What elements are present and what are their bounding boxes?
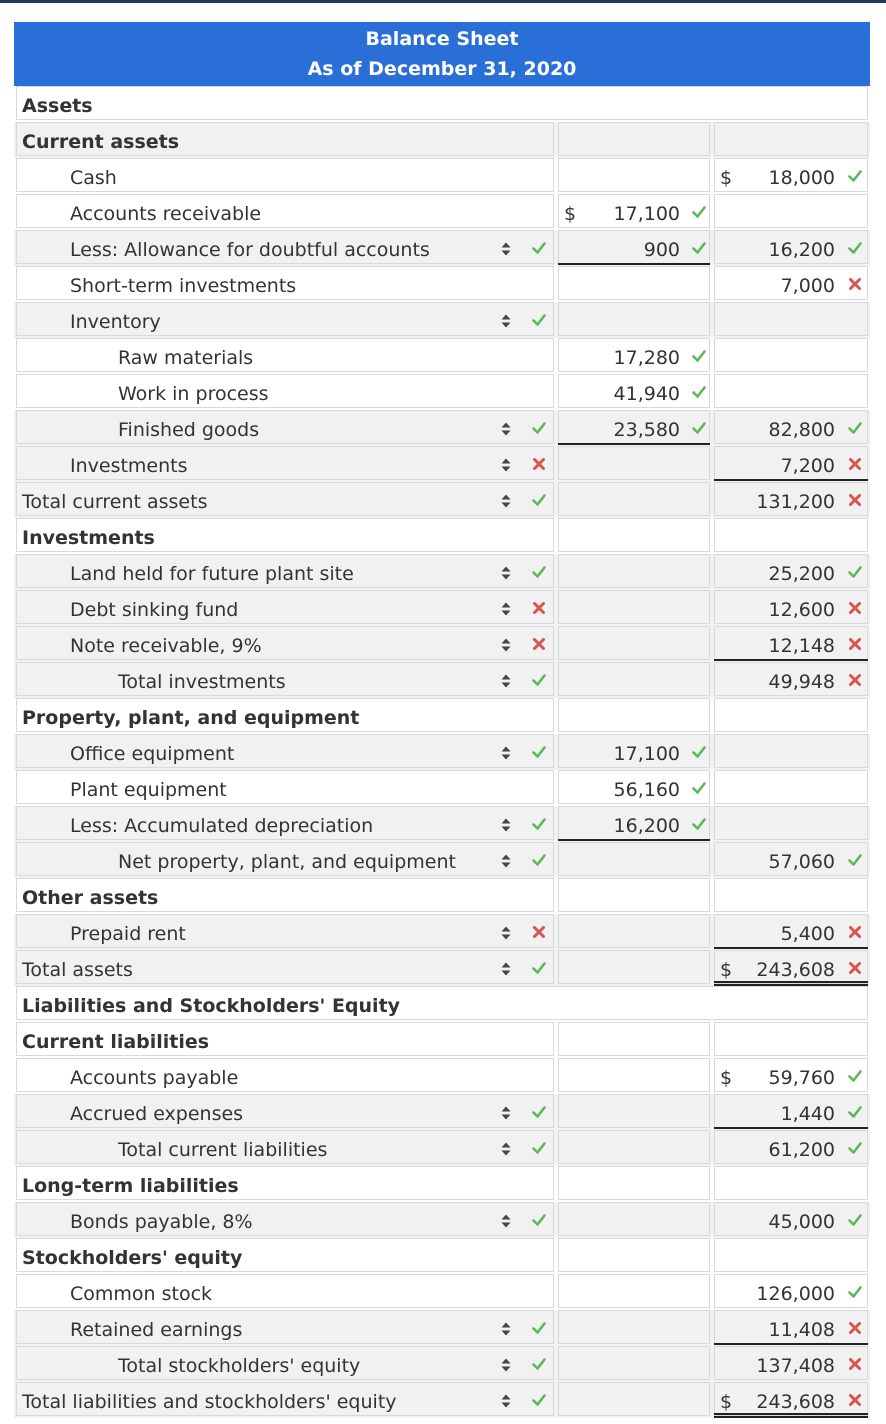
row-label: Total investments (118, 671, 286, 693)
amount-value: 23,580 (613, 419, 680, 441)
table-row (14, 266, 870, 302)
row-label: Note receivable, 9% (70, 635, 262, 657)
table-row (14, 302, 870, 338)
cross-icon (848, 601, 862, 615)
amount-value: 131,200 (756, 491, 835, 513)
cross-icon (532, 601, 546, 615)
amount-value: 17,280 (613, 347, 680, 369)
table-row (14, 806, 870, 842)
cross-icon (532, 925, 546, 939)
amount-value: 7,200 (780, 455, 835, 477)
amount-value: 49,948 (768, 671, 835, 693)
amount-cell-1[interactable] (558, 302, 710, 336)
check-icon (848, 853, 862, 867)
row-label: Current liabilities (22, 1031, 210, 1053)
amount-cell-2[interactable] (714, 770, 868, 804)
underline-rule (714, 1343, 868, 1345)
table-row (14, 1022, 870, 1058)
amount-cell-2[interactable] (714, 698, 868, 732)
cross-icon (848, 637, 862, 651)
check-icon (532, 1141, 546, 1155)
amount-cell-1[interactable] (558, 914, 710, 948)
amount-cell-1[interactable] (558, 1094, 710, 1128)
currency-symbol: $ (564, 203, 577, 225)
amount-cell-2[interactable] (714, 734, 868, 768)
amount-cell-1[interactable] (558, 698, 710, 732)
table-row (14, 698, 870, 734)
cell-border (16, 338, 554, 372)
check-icon (532, 1357, 546, 1371)
amount-cell-2[interactable] (714, 1166, 868, 1200)
row-label: Common stock (70, 1283, 213, 1305)
table-row (14, 950, 870, 986)
check-icon (848, 421, 862, 435)
cross-icon (848, 673, 862, 687)
dropdown-arrows-icon[interactable] (501, 1142, 511, 1156)
top-rule (0, 0, 886, 3)
cross-icon (532, 457, 546, 471)
row-label: Less: Accumulated depreciation (70, 815, 374, 837)
dropdown-arrows-icon[interactable] (501, 458, 511, 472)
check-icon (848, 1285, 862, 1299)
dropdown-arrows-icon[interactable] (501, 926, 511, 940)
dropdown-arrows-icon[interactable] (501, 494, 511, 508)
row-label: Long-term liabilities (22, 1175, 239, 1197)
dropdown-arrows-icon[interactable] (501, 314, 511, 328)
row-label: Work in process (118, 383, 269, 405)
table-row (14, 1202, 870, 1238)
row-label: Bonds payable, 8% (70, 1211, 253, 1233)
row-label: Prepaid rent (70, 923, 186, 945)
table-row (14, 1310, 870, 1346)
amount-cell-1[interactable] (558, 518, 710, 552)
dropdown-arrows-icon[interactable] (501, 242, 511, 256)
check-icon (532, 565, 546, 579)
amount-value: 18,000 (768, 167, 835, 189)
table-row (14, 446, 870, 482)
currency-symbol: $ (720, 959, 733, 981)
amount-value: 17,100 (613, 203, 680, 225)
amount-cell-2[interactable] (714, 338, 868, 372)
sheet-header (14, 22, 870, 86)
row-label: Stockholders' equity (22, 1247, 243, 1269)
amount-cell-1[interactable] (558, 662, 710, 696)
table-row (14, 86, 870, 122)
amount-value: 5,400 (780, 923, 835, 945)
dropdown-arrows-icon[interactable] (501, 602, 511, 616)
underline-rule (714, 659, 868, 661)
check-icon (532, 493, 546, 507)
cell-border (16, 374, 554, 408)
check-icon (532, 1213, 546, 1227)
table-row (14, 878, 870, 914)
table-row (14, 1094, 870, 1130)
cross-icon (848, 961, 862, 975)
underline-rule (714, 1127, 868, 1129)
table-row (14, 158, 870, 194)
cross-icon (848, 1393, 862, 1407)
row-label: Current assets (22, 131, 180, 153)
amount-cell-1[interactable] (558, 482, 710, 516)
check-icon (532, 1105, 546, 1119)
amount-cell-2[interactable] (714, 374, 868, 408)
currency-symbol: $ (720, 1391, 733, 1413)
amount-cell-2[interactable] (714, 1022, 868, 1056)
amount-value: 16,200 (768, 239, 835, 261)
table-row (14, 374, 870, 410)
amount-value: 82,800 (768, 419, 835, 441)
table-row (14, 230, 870, 266)
row-label: Total current assets (22, 491, 208, 513)
check-icon (692, 241, 706, 255)
table-row (14, 1166, 870, 1202)
cross-icon (848, 457, 862, 471)
cell-border (16, 410, 554, 444)
check-icon (848, 1069, 862, 1083)
row-label: Liabilities and Stockholders' Equity (22, 995, 401, 1017)
table-row (14, 734, 870, 770)
table-row (14, 770, 870, 806)
row-label: Short-term investments (70, 275, 297, 297)
check-icon (532, 1393, 546, 1407)
row-label: Accounts receivable (70, 203, 262, 225)
amount-value: 137,408 (756, 1355, 835, 1377)
dropdown-arrows-icon[interactable] (501, 1214, 511, 1228)
row-label: Land held for future plant site (70, 563, 354, 585)
row-label: Total assets (22, 959, 133, 981)
table-row (14, 842, 870, 878)
amount-value: 45,000 (768, 1211, 835, 1233)
dropdown-arrows-icon[interactable] (501, 1322, 511, 1336)
amount-cell-1[interactable] (558, 1310, 710, 1344)
underline-rule (558, 263, 710, 265)
balance-sheet-table (14, 86, 870, 1418)
table-row (14, 986, 870, 1022)
amount-cell-2[interactable] (714, 806, 868, 840)
table-row (14, 338, 870, 374)
dropdown-arrows-icon[interactable] (501, 674, 511, 688)
amount-cell-1[interactable] (558, 1274, 710, 1308)
dropdown-arrows-icon[interactable] (501, 638, 511, 652)
check-icon (692, 349, 706, 363)
check-icon (532, 313, 546, 327)
check-icon (692, 781, 706, 795)
underline-rule (558, 839, 710, 841)
amount-value: 17,100 (613, 743, 680, 765)
check-icon (848, 565, 862, 579)
row-label: Retained earnings (70, 1319, 243, 1341)
dropdown-arrows-icon[interactable] (501, 746, 511, 760)
amount-cell-1[interactable] (558, 950, 710, 984)
check-icon (532, 745, 546, 759)
check-icon (692, 385, 706, 399)
amount-value: 56,160 (613, 779, 680, 801)
check-icon (532, 961, 546, 975)
row-label: Inventory (70, 311, 161, 333)
dropdown-arrows-icon[interactable] (501, 818, 511, 832)
amount-value: 61,200 (768, 1139, 835, 1161)
dropdown-arrows-icon[interactable] (501, 1358, 511, 1372)
table-row (14, 554, 870, 590)
table-row (14, 1346, 870, 1382)
row-label: Accounts payable (70, 1067, 239, 1089)
amount-value: 243,608 (756, 1391, 835, 1413)
check-icon (692, 817, 706, 831)
table-row (14, 914, 870, 950)
row-label: Investments (22, 527, 155, 549)
amount-cell-1[interactable] (558, 230, 710, 264)
dropdown-arrows-icon[interactable] (501, 1106, 511, 1120)
row-label: Office equipment (70, 743, 235, 765)
check-icon (532, 817, 546, 831)
amount-cell-1[interactable] (558, 1022, 710, 1056)
table-row (14, 590, 870, 626)
amount-value: 41,940 (613, 383, 680, 405)
underline-rule (558, 443, 710, 445)
amount-cell-2[interactable] (714, 518, 868, 552)
row-label: Other assets (22, 887, 159, 909)
amount-cell-1[interactable] (558, 1346, 710, 1380)
check-icon (848, 1105, 862, 1119)
check-icon (848, 169, 862, 183)
row-label: Investments (70, 455, 188, 477)
row-label: Property, plant, and equipment (22, 707, 360, 729)
table-row (14, 626, 870, 662)
row-label: Accrued expenses (70, 1103, 244, 1125)
amount-cell-2[interactable] (714, 1238, 868, 1272)
row-label: Debt sinking fund (70, 599, 239, 621)
row-label: Assets (22, 95, 93, 117)
row-label: Net property, plant, and equipment (118, 851, 456, 873)
amount-cell-1[interactable] (558, 158, 710, 192)
amount-value: 900 (643, 239, 680, 261)
amount-cell-1[interactable] (558, 1202, 710, 1236)
check-icon (692, 421, 706, 435)
table-row (14, 518, 870, 554)
dropdown-arrows-icon[interactable] (501, 962, 511, 976)
row-label: Total current liabilities (118, 1139, 328, 1161)
table-row (14, 410, 870, 446)
check-icon (532, 421, 546, 435)
amount-value: 16,200 (613, 815, 680, 837)
row-label: Total stockholders' equity (118, 1355, 361, 1377)
currency-symbol: $ (720, 167, 733, 189)
table-row (14, 1058, 870, 1094)
check-icon (532, 241, 546, 255)
check-icon (848, 1213, 862, 1227)
amount-value: 11,408 (768, 1319, 835, 1341)
table-row (14, 1130, 870, 1166)
cross-icon (848, 925, 862, 939)
amount-value: 243,608 (756, 959, 835, 981)
check-icon (848, 241, 862, 255)
underline-rule (714, 479, 868, 481)
check-icon (532, 853, 546, 867)
amount-cell-1[interactable] (558, 1166, 710, 1200)
amount-cell-1[interactable] (558, 122, 710, 156)
amount-value: 59,760 (768, 1067, 835, 1089)
underline-rule (714, 947, 868, 949)
row-label: Finished goods (118, 419, 260, 441)
table-row (14, 1274, 870, 1310)
amount-value: 126,000 (756, 1283, 835, 1305)
cross-icon (848, 1321, 862, 1335)
sheet-subtitle: As of December 31, 2020 (307, 58, 577, 80)
sheet-title: Balance Sheet (365, 28, 519, 50)
table-row (14, 482, 870, 518)
cross-icon (848, 277, 862, 291)
amount-cell-1[interactable] (558, 1382, 710, 1416)
row-label: Raw materials (118, 347, 254, 369)
table-row (14, 122, 870, 158)
table-row (14, 662, 870, 698)
amount-value: 57,060 (768, 851, 835, 873)
table-row (14, 1382, 870, 1418)
check-icon (848, 1141, 862, 1155)
cross-icon (848, 1357, 862, 1371)
amount-value: 12,600 (768, 599, 835, 621)
amount-cell-1[interactable] (558, 1130, 710, 1164)
check-icon (692, 745, 706, 759)
row-label: Total liabilities and stockholders' equity (22, 1391, 397, 1413)
table-row (14, 194, 870, 230)
dropdown-arrows-icon[interactable] (501, 1394, 511, 1408)
dropdown-arrows-icon[interactable] (501, 566, 511, 580)
amount-cell-1[interactable] (558, 266, 710, 300)
amount-cell-1[interactable] (558, 878, 710, 912)
cell-border (16, 86, 868, 120)
amount-cell-1[interactable] (558, 1058, 710, 1092)
dropdown-arrows-icon[interactable] (501, 422, 511, 436)
amount-cell-2[interactable] (714, 878, 868, 912)
amount-cell-2[interactable] (714, 122, 868, 156)
amount-value: 25,200 (768, 563, 835, 585)
dropdown-arrows-icon[interactable] (501, 854, 511, 868)
row-label: Plant equipment (70, 779, 227, 801)
amount-cell-1[interactable] (558, 1238, 710, 1272)
amount-value: 12,148 (768, 635, 835, 657)
check-icon (692, 205, 706, 219)
cross-icon (848, 493, 862, 507)
amount-cell-1[interactable] (558, 842, 710, 876)
amount-cell-1[interactable] (558, 554, 710, 588)
currency-symbol: $ (720, 1067, 733, 1089)
check-icon (532, 673, 546, 687)
amount-cell-1[interactable] (558, 590, 710, 624)
amount-cell-2[interactable] (714, 302, 868, 336)
table-row (14, 1238, 870, 1274)
double-underline-rule (714, 1413, 868, 1418)
amount-cell-2[interactable] (714, 194, 868, 228)
amount-value: 7,000 (780, 275, 835, 297)
amount-value: 1,440 (780, 1103, 835, 1125)
cross-icon (532, 637, 546, 651)
check-icon (532, 1321, 546, 1335)
amount-cell-1[interactable] (558, 446, 710, 480)
amount-cell-1[interactable] (558, 626, 710, 660)
row-label: Less: Allowance for doubtful accounts (70, 239, 430, 261)
row-label: Cash (70, 167, 117, 189)
